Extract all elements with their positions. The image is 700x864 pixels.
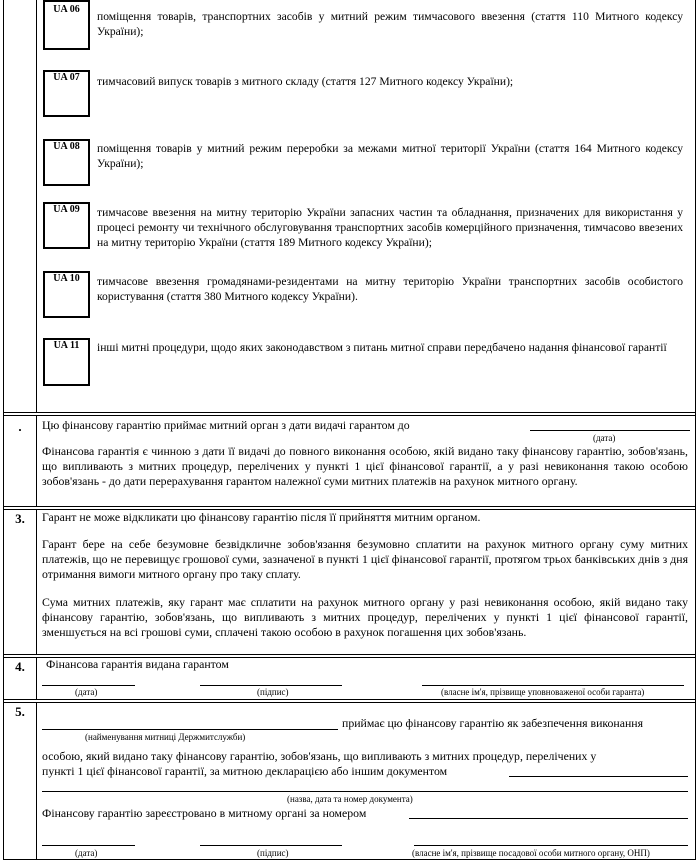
validity-start-text: Цю фінансову гарантію приймає митний орган з дати видачі гарантом до <box>42 418 410 432</box>
checkbox-ua07[interactable] <box>43 70 90 117</box>
number-column-divider <box>36 415 37 507</box>
procedure-code: UA 09 <box>53 204 80 215</box>
section-number: 3. <box>15 511 25 526</box>
date-caption: (дата) <box>75 848 98 858</box>
date-line[interactable] <box>42 845 135 846</box>
document-caption: (назва, дата та номер документа) <box>287 794 413 804</box>
customs-caption: (найменування митниці Держмитслужби) <box>85 732 246 742</box>
number-column-divider <box>36 0 37 413</box>
number-column-divider <box>36 509 37 655</box>
obligation-text: особою, який видано таку фінансову гарантію, зобов'язань, що випливають з митних процедур, перелічених у <box>42 749 597 763</box>
section-divider <box>3 699 696 703</box>
date-caption: (дата) <box>593 433 616 443</box>
declaration-text: пункті 1 цієї фінансової гарантії, за митною декларацією або іншим документом <box>42 764 448 778</box>
number-column-divider <box>36 657 37 700</box>
checkbox-ua10[interactable] <box>43 271 90 318</box>
guarantor-name-line[interactable] <box>422 685 684 686</box>
name-caption: (власне ім'я, прізвище уповноваженої особи гаранта) <box>441 687 645 697</box>
procedure-text: тимчасовий випуск товарів з митного складу (стаття 127 Митного кодексу України); <box>97 75 514 88</box>
checkbox-ua08[interactable] <box>43 139 90 186</box>
signature-line[interactable] <box>200 845 342 846</box>
irrevocability-paragraph: Гарант не може відкликати цю фінансову гарантію після її прийняття митним органом. <box>42 510 481 524</box>
payment-reduction-paragraph: Сума митних платежів, яку гарант має сплатити на рахунок митного органу у разі невиконання особою, якій видано таку фінансову гарантію, зобов'язань, що випливають з митних процедур, перелічених у пункті 1 цієї фінансової гарантії, зменшується на всі грошові суми, сплачені такою особою в рахунок погашення цих зобов'язань. <box>42 595 688 639</box>
procedure-text: поміщення товарів у митний режим переробки за межами митної території України (стаття 164 Митного кодексу України); <box>97 142 683 170</box>
form-bottom-border <box>3 859 696 860</box>
number-column-divider <box>36 702 37 860</box>
document-line-2[interactable] <box>42 791 688 792</box>
date-line[interactable] <box>42 685 135 686</box>
registration-number-line[interactable] <box>409 818 688 819</box>
date-caption: (дата) <box>75 687 98 697</box>
official-name-line[interactable] <box>414 845 688 846</box>
section-number: 5. <box>15 704 25 719</box>
checkbox-ua06[interactable] <box>43 0 90 50</box>
signature-caption: (підпис) <box>257 687 289 697</box>
customs-name-line[interactable] <box>42 729 338 730</box>
section-number: 4. <box>15 659 25 674</box>
procedure-code: UA 11 <box>53 340 80 351</box>
procedure-text: поміщення товарів, транспортних засобів у митний режим тимчасового ввезення (стаття 110 Митного кодексу України); <box>97 10 683 38</box>
section-divider <box>3 412 696 416</box>
procedure-code: UA 06 <box>53 4 80 15</box>
registration-text: Фінансову гарантію зареєстровано в митному органі за номером <box>42 806 367 820</box>
document-line-1[interactable] <box>509 776 688 777</box>
issued-by-guarantor-text: Фінансова гарантія видана гарантом <box>46 657 229 671</box>
official-caption: (власне ім'я, прізвище посадової особи митного органу, ОНП) <box>412 848 650 858</box>
checkbox-ua09[interactable] <box>43 202 90 249</box>
accepts-guarantee-text: приймає цю фінансову гарантію як забезпечення виконання <box>342 716 644 730</box>
guarantor-obligation-paragraph: Гарант бере на себе безумовне безвідкличне зобов'язання безумовно сплатити на рахунок митного органу суму митних платежів, що не перевищує грошової суми, зазначеної в пункті 1 цієї фінансової гарантії, протягом трьох банківських днів з дня отримання вимоги митного органу про таку сплату. <box>42 537 688 581</box>
validity-paragraph: Фінансова гарантія є чинною з дати її видачі до повного виконання особою, якій видано таку фінансову гарантію, зобов'язань, що випливають з митних процедур, перелічених у пункті 1 цієї фінансової гарантії, а у разі невиконання такою особою зобов'язань - до дати перерахування гарантом належної суми митних платежів на рахунок митного органу. <box>42 444 688 488</box>
section-number: . <box>18 419 22 434</box>
validity-date-line[interactable] <box>530 430 690 431</box>
signature-caption: (підпис) <box>257 848 289 858</box>
signature-line[interactable] <box>200 685 342 686</box>
procedure-text: тимчасове ввезення на митну територію України запасних частин та обладнання, призначених для використання у процесі ремонту чи технічного обслуговування транспортних засобів комерційного призначення, тимчасово ввезених на митну територію України (стаття 189 Митного кодексу України); <box>97 206 683 249</box>
procedure-text: тимчасове ввезення громадянами-резидентами на митну територію України транспортних засобів особистого користування (стаття 380 Митного кодексу України). <box>97 275 683 303</box>
procedure-code: UA 07 <box>53 72 80 83</box>
checkbox-ua11[interactable] <box>43 338 90 386</box>
procedure-code: UA 08 <box>53 141 80 152</box>
procedure-code: UA 10 <box>53 273 80 284</box>
procedure-text: інші митні процедури, щодо яких законодавством з питань митної справи передбачено надання фінансової гарантії <box>97 341 667 354</box>
